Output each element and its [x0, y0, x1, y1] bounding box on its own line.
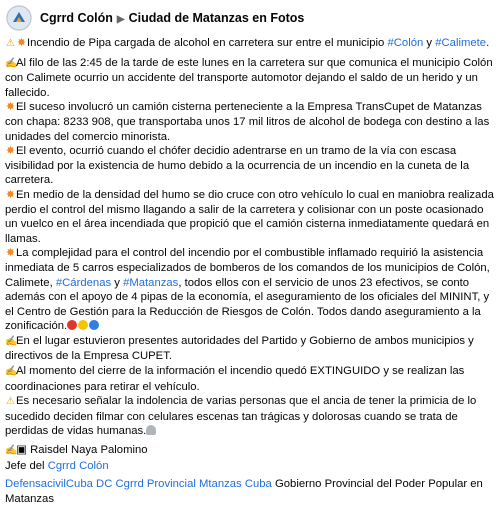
writing-hand-icon: ✍	[5, 445, 18, 457]
post-headline: ⚠ ✸Incendio de Pipa cargada de alcohol en carretera sur entre el municipio #Colón y #Calimete.	[5, 36, 497, 52]
signature-role: Jefe del Cgrrd Colón	[5, 459, 109, 472]
yellow-circle-icon	[78, 320, 88, 330]
paragraph-8: ✍Al momento del cierre de la información el incendio quedó EXTINGUIDO y se realizan las coordinaciones para retirar el vehículo.	[5, 365, 465, 393]
red-circle-icon	[67, 320, 77, 330]
fire-burst-icon: ✸	[5, 247, 16, 260]
fire-burst-icon: ✸	[5, 101, 16, 114]
signature-line: ✍▣ Raisdel Naya Palomino	[5, 443, 497, 459]
warning-icon: ⚠	[6, 38, 15, 49]
warning-icon: ⚠	[6, 396, 15, 408]
paragraph-4: ✸El evento, ocurrió cuando el chófer decidio adentrarse en un tramo de la vía con escasa visibilidad por la existencia de humo debido a la ocurrencia de un incendio en la cuneta de la carretera.	[5, 145, 470, 187]
cgrrd-colon-link[interactable]: Cgrrd Colón	[47, 459, 109, 472]
writing-hand-icon: ✍	[5, 366, 18, 378]
header-title	[40, 11, 304, 25]
hashtag-calimete[interactable]: #Calimete	[435, 37, 487, 49]
fire-burst-icon: ✸	[5, 188, 16, 201]
writing-hand-icon: ✍	[5, 335, 18, 347]
blue-circle-icon	[89, 320, 99, 330]
paragraph-9: ⚠Es necesario señalar la indolencia de varias personas que el ancia de tener la primicia de lo sucedido deciden filmar con celulares escenas tan trágicas y dolorosas cuando se trata de perdidas de vidas humanas.	[5, 395, 477, 438]
paragraph-2: ✍Al filo de las 2:45 de la tarde de este lunes en la carretera sur que comunica el municipio Colón con Calimete ocurrio un accidente del transporte automotor dejando el saldo de un herido y un fallecido.	[5, 56, 493, 99]
caret-right-icon: ▶	[116, 14, 125, 25]
tagged-pages-link[interactable]: DefensacivilCuba DC Cgrrd Provincial Mtanzas Cuba	[5, 478, 272, 491]
paragraph-3: ✸El suceso involucró un camión cisterna perteneciente a la Empresa TransCupet de Matanzas con chapa: 8233 908, que transportaba unos 17 mil litros de alcohol de bodega con destino a las unidades del comercio minorista.	[5, 101, 490, 143]
page-name-link[interactable]: Cgrrd Colón	[40, 11, 113, 25]
logo-icon	[6, 5, 32, 31]
person-silhouette-icon	[146, 425, 156, 435]
writing-hand-icon: ✍	[5, 57, 18, 69]
group-name-link[interactable]: Ciudad de Matanzas en Fotos	[128, 11, 305, 25]
paragraph-7: ✍En el lugar estuvieron presentes autoridades del Partido y Gobierno de ambos municipios y directivos de la Empresa CUPET.	[5, 334, 474, 363]
paragraph-5: ✸En medio de la densidad del humo se dio cruce con otro vehículo lo cual en maniobra realizada perdio el control del mismo llagando a salir de la carretera y colisionar con un poste ocasionado un vuelco en el área incendiada que propició que el camión cisterna inmediatamente quedará en llamas.	[5, 188, 494, 245]
footer-tags: DefensacivilCuba DC Cgrrd Provincial Mtanzas Cuba Gobierno Provincial del Poder Popular en Matanzas	[5, 478, 483, 505]
hashtag-colon[interactable]: #Colón	[387, 37, 424, 49]
page-avatar[interactable]	[6, 5, 32, 31]
paragraph-6: ✸La complejidad para el control del incendio por el combustible inflamado requirió la asistencia inmediata de 5 carros especializados de bomberos de los comandos de los municipios de Colón, Calimete, #Cárdenas y #Matanzas, todos ellos con el servicio de unos 23 efectivos, se conto además con el apoyo de 4 pipas de la economía, el aseguramiento de los oficiales del MININT, y el Centro de Gestión para la Reducción de Riesgos de Colón. Todos dando aseguramiento a la zonificación.	[5, 247, 490, 333]
fire-burst-icon: ✸	[16, 37, 27, 49]
camera-icon: ▣	[16, 444, 27, 457]
post-header	[0, 0, 502, 36]
hashtag-matanzas[interactable]: #Matanzas	[123, 276, 179, 289]
post-body	[0, 36, 502, 506]
hashtag-cardenas[interactable]: #Cárdenas	[55, 276, 112, 289]
fire-burst-icon: ✸	[5, 145, 16, 158]
